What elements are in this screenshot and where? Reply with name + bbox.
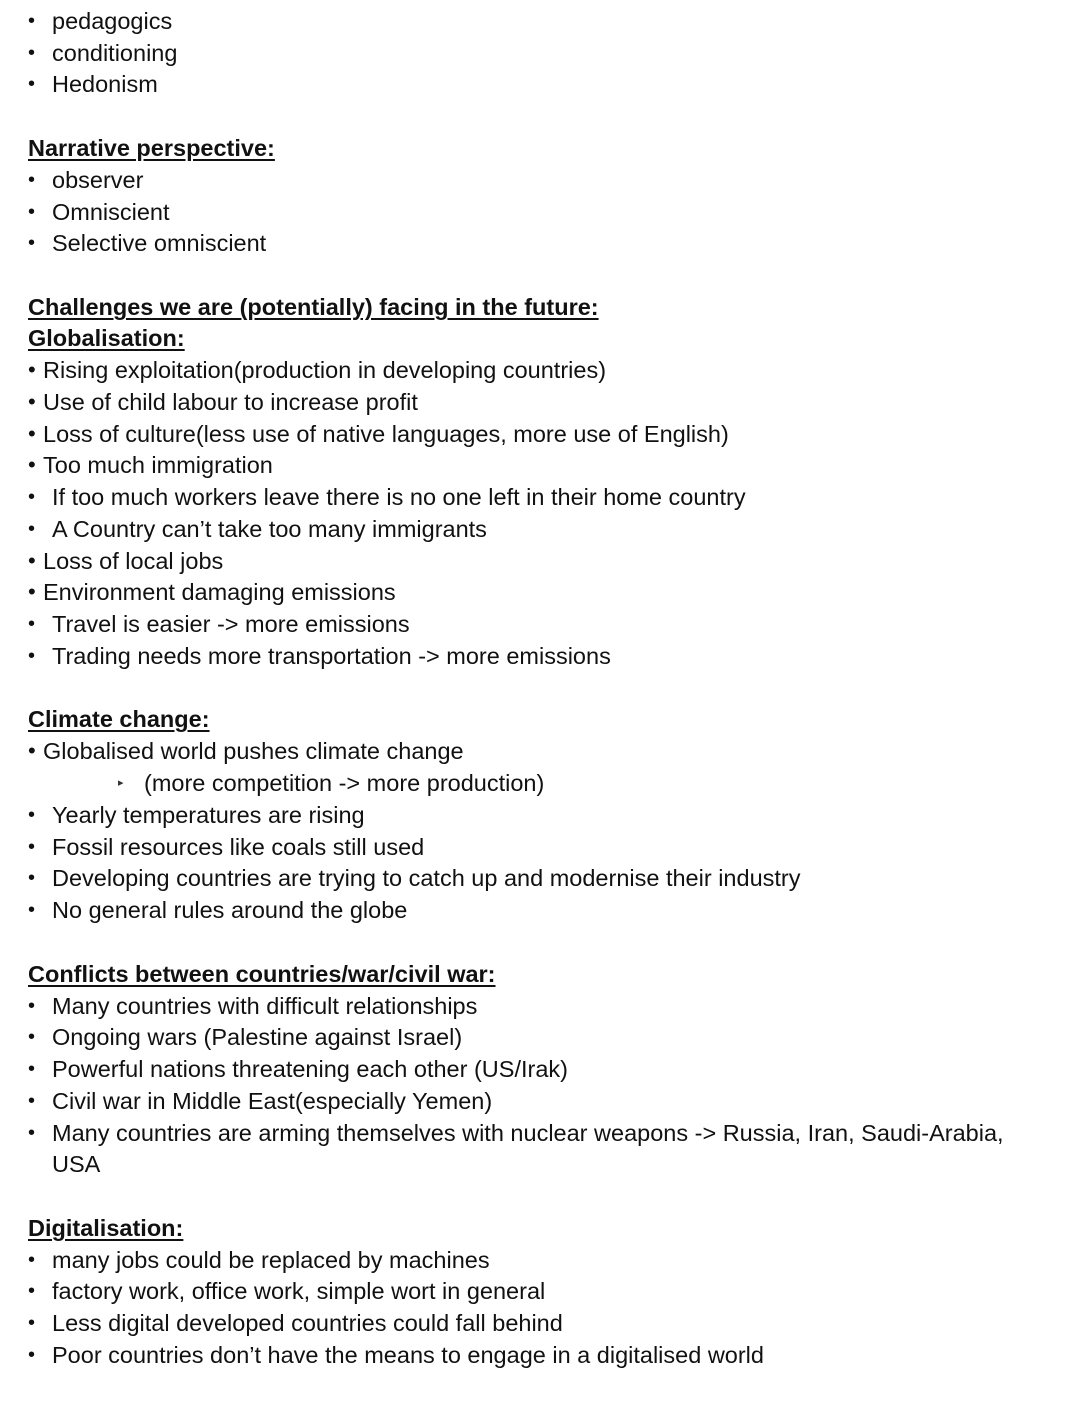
list-item: • pedagogics <box>28 5 172 37</box>
section-heading-globalisation: Globalisation: <box>28 325 185 351</box>
section-heading-digitalisation: Digitalisation: <box>28 1215 184 1241</box>
list-item: • Omniscient <box>28 196 170 228</box>
list-item: • many jobs could be replaced by machines <box>28 1244 490 1276</box>
list-item: • Globalised world pushes climate change <box>28 735 464 767</box>
list-item: • Ongoing wars (Palestine against Israel) <box>28 1021 462 1053</box>
list-item: • A Country can’t take too many immigrants <box>28 513 487 545</box>
list-item: • Poor countries don’t have the means to engage in a digitalised world <box>28 1339 764 1371</box>
list-item: • Civil war in Middle East(especially Yemen) <box>28 1085 492 1117</box>
list-item: • Less digital developed countries could fall behind <box>28 1307 563 1339</box>
list-item: • If too much workers leave there is no one left in their home country <box>28 481 746 513</box>
list-item: • Use of child labour to increase profit <box>28 386 418 418</box>
section-heading-challenges: Challenges we are (potentially) facing in the future: <box>28 294 599 320</box>
list-item: • Yearly temperatures are rising <box>28 799 365 831</box>
list-item: • conditioning <box>28 37 177 69</box>
list-item: • Too much immigration <box>28 449 273 481</box>
list-item: • Selective omniscient <box>28 227 266 259</box>
list-item: • Powerful nations threatening each other (US/Irak) <box>28 1053 568 1085</box>
list-item: • Loss of local jobs <box>28 545 223 577</box>
list-item: • Rising exploitation(production in developing countries) <box>28 354 606 386</box>
section-heading-conflicts: Conflicts between countries/war/civil war: <box>28 961 496 987</box>
list-item: • Environment damaging emissions <box>28 576 396 608</box>
list-item: • Loss of culture(less use of native languages, more use of English) <box>28 418 729 450</box>
list-item: • Fossil resources like coals still used <box>28 831 424 863</box>
list-item: • Travel is easier -> more emissions <box>28 608 410 640</box>
list-item: • Hedonism <box>28 68 158 100</box>
list-item-sub: ▸ (more competition -> more production) <box>118 767 544 799</box>
list-item: • Trading needs more transportation -> more emissions <box>28 640 611 672</box>
list-item: • No general rules around the globe <box>28 894 407 926</box>
section-heading-climate: Climate change: <box>28 706 210 732</box>
section-heading-narrative: Narrative perspective: <box>28 135 275 161</box>
list-item: • observer <box>28 164 143 196</box>
list-item: • Many countries with difficult relationships <box>28 990 477 1022</box>
list-item-continuation: USA <box>52 1151 101 1177</box>
list-item: • Many countries are arming themselves with nuclear weapons -> Russia, Iran, Saudi-Arabia, <box>28 1117 1004 1149</box>
list-item: • factory work, office work, simple wort in general <box>28 1275 545 1307</box>
list-item: • Developing countries are trying to catch up and modernise their industry <box>28 862 801 894</box>
